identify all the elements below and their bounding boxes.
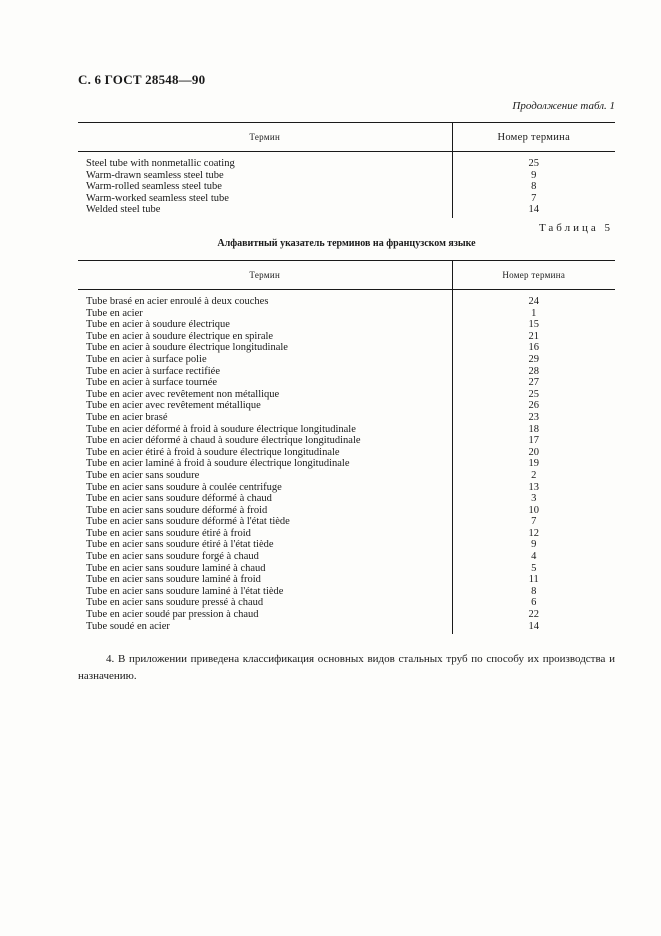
term-cell: Tube en acier soudé par pression à chaud [86, 609, 259, 621]
term-number-cell: 21 [452, 331, 615, 343]
table-body [78, 290, 615, 635]
table-row [78, 412, 615, 424]
term-number-cell: 10 [452, 505, 615, 517]
table-row [78, 389, 615, 401]
table-row [78, 609, 615, 621]
term-cell: Tube en acier sans soudure à coulée centrifuge [86, 481, 282, 493]
term-cell: Tube en acier à surface rectifiée [86, 365, 220, 377]
body-paragraph: 4. В приложении приведена классификация основных видов стальных труб по способу их производства и назначению. [78, 653, 615, 682]
table-row [78, 574, 615, 586]
table-continuation-note: Продолжение табл. 1 [512, 100, 615, 112]
term-number-cell: 14 [452, 204, 615, 218]
term-number-cell: 9 [452, 170, 615, 182]
term-cell: Tube brasé en acier enroulé à deux couches [86, 296, 269, 307]
term-number-cell: 26 [452, 400, 615, 412]
term-cell: Welded steel tube [86, 204, 161, 216]
column-header-number: Номер термина [452, 123, 615, 152]
term-cell: Tube en acier avec revêtement métallique [86, 400, 261, 412]
term-number-cell: 25 [452, 152, 615, 170]
term-cell: Tube en acier à soudure électrique [86, 319, 230, 331]
term-cell: Tube en acier sans soudure étiré à l'état tiède [86, 539, 274, 551]
table-row [78, 447, 615, 459]
term-number-cell: 16 [452, 342, 615, 354]
table-row [78, 551, 615, 563]
terms-table-french [78, 260, 615, 634]
term-cell: Warm-worked seamless steel tube [86, 192, 229, 204]
table-row [78, 505, 615, 517]
term-cell: Tube en acier sans soudure déformé à chaud [86, 493, 272, 505]
table-row [78, 377, 615, 389]
term-cell: Tube en acier sans soudure étiré à froid [86, 527, 251, 539]
page-header: С. 6 ГОСТ 28548—90 [78, 72, 206, 87]
table-row [78, 366, 615, 378]
table-row [78, 528, 615, 540]
term-cell: Tube en acier sans soudure pressé à chaud [86, 597, 264, 609]
term-cell: Tube soudé en acier [86, 620, 170, 632]
table-row [78, 170, 615, 182]
term-cell: Tube en acier déformé à chaud à soudure électrique longitudinale [86, 435, 361, 447]
table-row [78, 424, 615, 436]
term-number-cell: 24 [452, 290, 615, 308]
table-row [78, 354, 615, 366]
table-row [78, 516, 615, 528]
term-number-cell: 23 [452, 412, 615, 424]
table-row [78, 193, 615, 205]
table-row [78, 470, 615, 482]
term-number-cell: 25 [452, 389, 615, 401]
table-row [78, 152, 615, 170]
term-cell: Tube en acier étiré à froid à soudure électrique longitudinale [86, 446, 340, 458]
table-header-row [78, 123, 615, 152]
column-header-term: Термин [78, 123, 452, 152]
term-cell: Tube en acier sans soudure déformé à l'état tiède [86, 516, 290, 528]
table-row [78, 493, 615, 505]
term-cell: Tube en acier laminé à froid à soudure électrique longitudinale [86, 458, 350, 470]
term-number-cell: 11 [452, 574, 615, 586]
table-row [78, 435, 615, 447]
table-row [78, 204, 615, 218]
table-row [78, 482, 615, 494]
table-body [78, 152, 615, 218]
term-number-cell: 18 [452, 424, 615, 436]
term-number-cell: 29 [452, 354, 615, 366]
term-number-cell: 19 [452, 458, 615, 470]
table-title: Алфавитный указатель терминов на французском языке [217, 238, 476, 249]
term-cell: Warm-drawn seamless steel tube [86, 169, 224, 181]
term-number-cell: 13 [452, 482, 615, 494]
term-cell: Tube en acier à soudure électrique en spirale [86, 330, 274, 342]
table-row [78, 181, 615, 193]
term-number-cell: 17 [452, 435, 615, 447]
term-number-cell: 8 [452, 586, 615, 598]
term-cell: Warm-rolled seamless steel tube [86, 181, 222, 193]
term-cell: Tube en acier sans soudure laminé à l'état tiède [86, 585, 284, 597]
table-row [78, 308, 615, 320]
table-row [78, 331, 615, 343]
table-row [78, 621, 615, 635]
table-row [78, 563, 615, 575]
term-cell: Tube en acier [86, 307, 143, 319]
table-row [78, 586, 615, 598]
table-row [78, 319, 615, 331]
term-cell: Tube en acier sans soudure déformé à froid [86, 504, 268, 516]
column-header-number: Номер термина [452, 261, 615, 290]
term-number-cell: 7 [452, 193, 615, 205]
term-number-cell: 2 [452, 470, 615, 482]
term-cell: Tube en acier avec revêtement non métallique [86, 388, 280, 400]
table-row [78, 290, 615, 308]
table-header-row [78, 261, 615, 290]
term-cell: Tube en acier sans soudure forgé à chaud [86, 551, 259, 563]
term-cell: Tube en acier brasé [86, 411, 168, 423]
term-number-cell: 4 [452, 551, 615, 563]
term-cell: Tube en acier sans soudure laminé à froid [86, 574, 261, 586]
term-number-cell: 22 [452, 609, 615, 621]
term-number-cell: 27 [452, 377, 615, 389]
term-number-cell: 7 [452, 516, 615, 528]
term-number-cell: 15 [452, 319, 615, 331]
term-number-cell: 28 [452, 366, 615, 378]
table-row [78, 597, 615, 609]
term-number-cell: 5 [452, 563, 615, 575]
term-number-cell: 3 [452, 493, 615, 505]
term-cell: Tube en acier sans soudure [86, 469, 200, 481]
term-cell: Steel tube with nonmetallic coating [86, 158, 235, 169]
table-caption: Таблица 5 [538, 222, 613, 234]
term-number-cell: 6 [452, 597, 615, 609]
term-cell: Tube en acier sans soudure laminé à chaud [86, 562, 266, 574]
term-number-cell: 20 [452, 447, 615, 459]
term-number-cell: 1 [452, 308, 615, 320]
table-row [78, 458, 615, 470]
table-row [78, 400, 615, 412]
term-number-cell: 9 [452, 539, 615, 551]
term-cell: Tube en acier à surface polie [86, 353, 207, 365]
term-number-cell: 14 [452, 621, 615, 635]
term-cell: Tube en acier à surface tournée [86, 377, 218, 389]
term-number-cell: 8 [452, 181, 615, 193]
terms-table-english [78, 122, 615, 218]
table-row [78, 342, 615, 354]
term-number-cell: 12 [452, 528, 615, 540]
term-cell: Tube en acier à soudure électrique longitudinale [86, 342, 288, 354]
term-cell: Tube en acier déformé à froid à soudure électrique longitudinale [86, 423, 356, 435]
table-row [78, 539, 615, 551]
column-header-term: Термин [78, 261, 452, 290]
